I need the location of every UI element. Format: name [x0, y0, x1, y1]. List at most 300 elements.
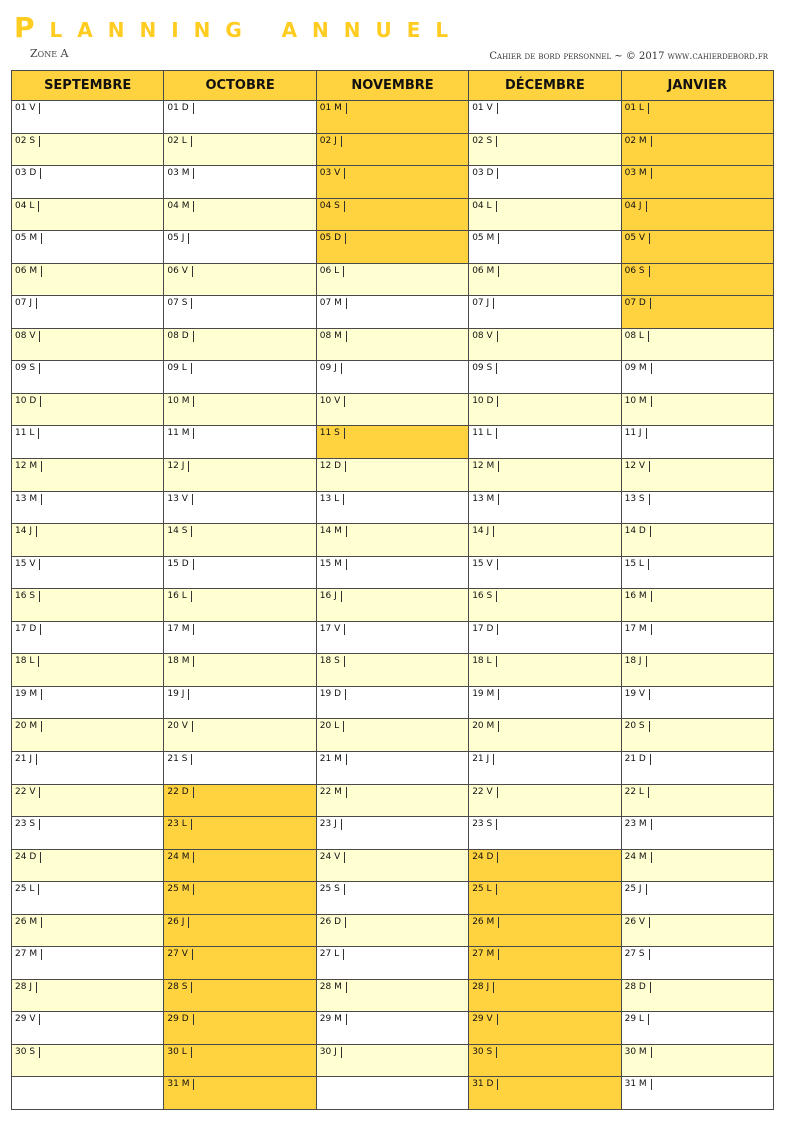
day-cell[interactable]	[317, 329, 469, 362]
day-label: 25 L	[15, 884, 39, 895]
day-cell[interactable]	[164, 654, 316, 687]
day-cell[interactable]	[469, 719, 621, 752]
day-label: 01 D	[167, 103, 193, 114]
day-label: 24 M	[625, 852, 652, 863]
month-column	[469, 71, 621, 1110]
day-label: 10 M	[625, 396, 652, 407]
day-label: 31 M	[167, 1079, 194, 1090]
day-label: 06 M	[15, 266, 42, 277]
day-label: 03 D	[15, 168, 41, 179]
day-label: 21 D	[625, 754, 651, 765]
day-cell[interactable]	[469, 361, 621, 394]
day-label: 26 M	[472, 917, 499, 928]
day-label: 23 S	[15, 819, 40, 830]
day-cell[interactable]	[469, 1077, 621, 1110]
day-cell[interactable]	[317, 492, 469, 525]
day-label: 07 J	[15, 298, 37, 309]
day-label: 19 J	[167, 689, 189, 700]
day-label: 06 S	[625, 266, 650, 277]
day-cell[interactable]	[622, 329, 774, 362]
day-label: 18 L	[15, 656, 39, 667]
day-label: 09 M	[625, 363, 652, 374]
day-label: 10 D	[15, 396, 41, 407]
day-cell[interactable]	[622, 166, 774, 199]
day-cell[interactable]	[469, 752, 621, 785]
day-cell[interactable]	[12, 329, 164, 362]
day-label: 29 L	[625, 1014, 649, 1025]
day-cell[interactable]	[12, 264, 164, 297]
day-cell[interactable]	[317, 231, 469, 264]
day-cell[interactable]	[469, 882, 621, 915]
day-cell[interactable]	[317, 589, 469, 622]
day-cell[interactable]	[622, 915, 774, 948]
day-label: 30 J	[320, 1047, 342, 1058]
day-cell[interactable]	[317, 752, 469, 785]
day-cell[interactable]	[622, 134, 774, 167]
day-label: 16 S	[15, 591, 40, 602]
day-cell[interactable]	[469, 622, 621, 655]
day-label: 02 S	[472, 136, 497, 147]
day-cell[interactable]	[469, 980, 621, 1013]
day-label: 10 V	[320, 396, 345, 407]
day-label: 04 S	[320, 201, 345, 212]
day-label: 24 D	[15, 852, 41, 863]
day-cell[interactable]	[12, 394, 164, 427]
day-cell[interactable]	[164, 231, 316, 264]
day-cell[interactable]	[317, 134, 469, 167]
day-cell[interactable]	[469, 329, 621, 362]
day-label: 12 M	[15, 461, 42, 472]
day-label: 04 L	[15, 201, 39, 212]
day-label: 17 V	[320, 624, 345, 635]
day-label: 30 L	[167, 1047, 191, 1058]
day-label: 03 V	[320, 168, 345, 179]
day-cell[interactable]	[164, 459, 316, 492]
day-cell[interactable]	[469, 231, 621, 264]
day-label: 04 J	[625, 201, 647, 212]
month-column	[317, 71, 469, 1110]
day-cell[interactable]	[164, 915, 316, 948]
day-label: 15 V	[472, 559, 497, 570]
day-label: 17 M	[625, 624, 652, 635]
day-cell[interactable]	[12, 687, 164, 720]
day-label: 14 S	[167, 526, 192, 537]
day-label: 01 V	[15, 103, 40, 114]
day-cell[interactable]	[622, 459, 774, 492]
day-cell[interactable]	[317, 557, 469, 590]
day-label: 26 V	[625, 917, 650, 928]
day-cell[interactable]	[622, 296, 774, 329]
page-title: Planning annuel	[14, 11, 464, 44]
month-column	[12, 71, 164, 1110]
month-header: NOVEMBRE	[317, 71, 469, 101]
day-cell[interactable]	[622, 785, 774, 818]
day-cell[interactable]	[12, 915, 164, 948]
day-label: 02 S	[15, 136, 40, 147]
month-column	[164, 71, 316, 1110]
day-cell[interactable]	[622, 817, 774, 850]
day-cell[interactable]	[317, 785, 469, 818]
day-label: 30 S	[15, 1047, 40, 1058]
day-cell[interactable]	[469, 817, 621, 850]
day-label: 01 M	[320, 103, 347, 114]
day-label: 30 M	[625, 1047, 652, 1058]
credit-line: Cahier de bord personnel ~ © 2017 www.cahierdebord.fr	[489, 51, 768, 62]
day-label: 25 S	[320, 884, 345, 895]
day-label: 03 D	[472, 168, 498, 179]
day-label: 19 M	[15, 689, 42, 700]
day-label: 11 L	[15, 428, 39, 439]
day-cell[interactable]	[469, 947, 621, 980]
day-cell[interactable]	[469, 166, 621, 199]
day-label: 26 D	[320, 917, 346, 928]
day-cell[interactable]	[469, 785, 621, 818]
day-label: 19 M	[472, 689, 499, 700]
empty-cell	[317, 1077, 469, 1110]
day-label: 17 D	[15, 624, 41, 635]
month-header: DÉCEMBRE	[469, 71, 621, 101]
day-label: 22 V	[472, 787, 497, 798]
day-label: 12 D	[320, 461, 346, 472]
day-cell[interactable]	[12, 557, 164, 590]
day-cell[interactable]	[469, 264, 621, 297]
day-cell[interactable]	[12, 947, 164, 980]
day-label: 07 S	[167, 298, 192, 309]
day-cell[interactable]	[12, 622, 164, 655]
day-cell[interactable]	[164, 817, 316, 850]
day-cell[interactable]	[622, 524, 774, 557]
day-cell[interactable]	[317, 980, 469, 1013]
day-cell[interactable]	[164, 622, 316, 655]
day-cell[interactable]	[622, 492, 774, 525]
day-cell[interactable]	[622, 426, 774, 459]
day-label: 29 D	[167, 1014, 193, 1025]
day-label: 07 D	[625, 298, 651, 309]
day-label: 18 L	[472, 656, 496, 667]
day-cell[interactable]	[317, 361, 469, 394]
day-label: 27 S	[625, 949, 650, 960]
day-cell[interactable]	[12, 361, 164, 394]
day-cell[interactable]	[164, 394, 316, 427]
day-cell[interactable]	[164, 882, 316, 915]
day-label: 15 D	[167, 559, 193, 570]
day-label: 10 D	[472, 396, 498, 407]
day-cell[interactable]	[469, 394, 621, 427]
day-cell[interactable]	[622, 654, 774, 687]
day-label: 04 M	[167, 201, 194, 212]
day-cell[interactable]	[164, 752, 316, 785]
day-label: 27 M	[15, 949, 42, 960]
day-cell[interactable]	[469, 654, 621, 687]
day-cell[interactable]	[317, 947, 469, 980]
day-cell[interactable]	[12, 101, 164, 134]
day-label: 01 V	[472, 103, 497, 114]
day-label: 14 M	[320, 526, 347, 537]
day-cell[interactable]	[164, 1012, 316, 1045]
day-cell[interactable]	[12, 426, 164, 459]
day-cell[interactable]	[469, 101, 621, 134]
day-label: 21 S	[167, 754, 192, 765]
day-cell[interactable]	[164, 850, 316, 883]
day-label: 28 J	[472, 982, 494, 993]
day-cell[interactable]	[12, 785, 164, 818]
day-cell[interactable]	[622, 752, 774, 785]
day-cell[interactable]	[622, 199, 774, 232]
day-cell[interactable]	[622, 947, 774, 980]
day-label: 19 D	[320, 689, 346, 700]
day-label: 04 L	[472, 201, 496, 212]
day-label: 25 L	[472, 884, 496, 895]
day-cell[interactable]	[317, 166, 469, 199]
day-cell[interactable]	[622, 622, 774, 655]
day-cell[interactable]	[12, 589, 164, 622]
day-label: 22 D	[167, 787, 193, 798]
day-label: 15 M	[320, 559, 347, 570]
day-cell[interactable]	[469, 459, 621, 492]
day-label: 24 V	[320, 852, 345, 863]
day-label: 29 M	[320, 1014, 347, 1025]
day-cell[interactable]	[622, 850, 774, 883]
day-cell[interactable]	[12, 459, 164, 492]
day-cell[interactable]	[12, 817, 164, 850]
day-cell[interactable]	[469, 296, 621, 329]
day-label: 03 M	[167, 168, 194, 179]
day-cell[interactable]	[164, 980, 316, 1013]
day-label: 08 D	[167, 331, 193, 342]
day-label: 01 L	[625, 103, 649, 114]
month-header: OCTOBRE	[164, 71, 316, 101]
day-label: 24 M	[167, 852, 194, 863]
day-cell[interactable]	[622, 719, 774, 752]
day-label: 21 J	[15, 754, 37, 765]
day-cell[interactable]	[12, 980, 164, 1013]
day-label: 23 S	[472, 819, 497, 830]
day-label: 11 M	[167, 428, 194, 439]
day-label: 05 V	[625, 233, 650, 244]
day-cell[interactable]	[164, 492, 316, 525]
day-label: 06 V	[167, 266, 192, 277]
day-label: 16 J	[320, 591, 342, 602]
day-label: 09 S	[15, 363, 40, 374]
day-cell[interactable]	[317, 915, 469, 948]
day-label: 20 M	[472, 721, 499, 732]
day-label: 10 M	[167, 396, 194, 407]
day-label: 05 M	[15, 233, 42, 244]
day-label: 22 V	[15, 787, 40, 798]
day-cell[interactable]	[317, 199, 469, 232]
day-cell[interactable]	[164, 166, 316, 199]
day-cell[interactable]	[622, 1012, 774, 1045]
day-cell[interactable]	[164, 589, 316, 622]
empty-cell	[12, 1077, 164, 1110]
day-label: 08 V	[15, 331, 40, 342]
day-label: 14 J	[15, 526, 37, 537]
day-label: 11 L	[472, 428, 496, 439]
day-cell[interactable]	[317, 817, 469, 850]
day-cell[interactable]	[164, 199, 316, 232]
day-cell[interactable]	[317, 687, 469, 720]
day-cell[interactable]	[164, 687, 316, 720]
day-label: 22 L	[625, 787, 649, 798]
day-cell[interactable]	[12, 850, 164, 883]
day-label: 21 M	[320, 754, 347, 765]
day-cell[interactable]	[317, 1045, 469, 1078]
day-cell[interactable]	[12, 1012, 164, 1045]
day-cell[interactable]	[12, 719, 164, 752]
day-cell[interactable]	[469, 426, 621, 459]
day-cell[interactable]	[12, 231, 164, 264]
month-column	[622, 71, 774, 1110]
day-label: 13 M	[15, 494, 42, 505]
day-label: 07 J	[472, 298, 494, 309]
day-cell[interactable]	[317, 1012, 469, 1045]
day-cell[interactable]	[622, 557, 774, 590]
day-cell[interactable]	[12, 296, 164, 329]
day-cell[interactable]	[622, 264, 774, 297]
day-cell[interactable]	[317, 296, 469, 329]
day-cell[interactable]	[469, 492, 621, 525]
day-cell[interactable]	[469, 589, 621, 622]
day-label: 08 L	[625, 331, 649, 342]
day-cell[interactable]	[622, 394, 774, 427]
calendar-grid	[11, 70, 774, 1110]
day-label: 16 M	[625, 591, 652, 602]
day-label: 20 V	[167, 721, 192, 732]
day-cell[interactable]	[622, 980, 774, 1013]
day-label: 20 S	[625, 721, 650, 732]
day-cell[interactable]	[164, 296, 316, 329]
day-cell[interactable]	[12, 752, 164, 785]
day-label: 27 V	[167, 949, 192, 960]
day-cell[interactable]	[164, 1077, 316, 1110]
day-cell[interactable]	[317, 524, 469, 557]
day-cell[interactable]	[622, 231, 774, 264]
day-cell[interactable]	[164, 1045, 316, 1078]
day-cell[interactable]	[317, 101, 469, 134]
day-label: 26 J	[167, 917, 189, 928]
day-cell[interactable]	[12, 199, 164, 232]
day-cell[interactable]	[317, 882, 469, 915]
day-cell[interactable]	[164, 785, 316, 818]
day-label: 13 V	[167, 494, 192, 505]
day-cell[interactable]	[469, 524, 621, 557]
day-cell[interactable]	[317, 850, 469, 883]
day-cell[interactable]	[622, 361, 774, 394]
day-label: 26 M	[15, 917, 42, 928]
day-cell[interactable]	[622, 589, 774, 622]
day-label: 02 J	[320, 136, 342, 147]
day-cell[interactable]	[622, 1045, 774, 1078]
day-label: 31 D	[472, 1079, 498, 1090]
day-cell[interactable]	[164, 719, 316, 752]
day-label: 02 M	[625, 136, 652, 147]
day-cell[interactable]	[317, 394, 469, 427]
zone-label: Zone A	[30, 47, 69, 60]
day-cell[interactable]	[469, 1045, 621, 1078]
day-cell[interactable]	[164, 524, 316, 557]
day-label: 30 S	[472, 1047, 497, 1058]
day-cell[interactable]	[469, 134, 621, 167]
day-label: 09 L	[167, 363, 191, 374]
day-label: 23 M	[625, 819, 652, 830]
day-cell[interactable]	[12, 524, 164, 557]
day-label: 17 M	[167, 624, 194, 635]
day-label: 29 V	[15, 1014, 40, 1025]
day-label: 03 M	[625, 168, 652, 179]
day-cell[interactable]	[469, 850, 621, 883]
day-label: 14 D	[625, 526, 651, 537]
day-cell[interactable]	[164, 557, 316, 590]
day-label: 31 M	[625, 1079, 652, 1090]
day-cell[interactable]	[12, 134, 164, 167]
day-label: 22 M	[320, 787, 347, 798]
day-cell[interactable]	[469, 915, 621, 948]
day-cell[interactable]	[12, 166, 164, 199]
day-cell[interactable]	[164, 101, 316, 134]
day-cell[interactable]	[164, 947, 316, 980]
day-label: 05 M	[472, 233, 499, 244]
day-cell[interactable]	[622, 687, 774, 720]
month-header: JANVIER	[622, 71, 774, 101]
day-label: 27 L	[320, 949, 344, 960]
day-cell[interactable]	[469, 199, 621, 232]
day-cell[interactable]	[622, 1077, 774, 1110]
day-label: 11 J	[625, 428, 647, 439]
day-label: 16 S	[472, 591, 497, 602]
day-label: 25 J	[625, 884, 647, 895]
day-cell[interactable]	[12, 654, 164, 687]
day-cell[interactable]	[164, 426, 316, 459]
day-label: 11 S	[320, 428, 345, 439]
day-cell[interactable]	[164, 361, 316, 394]
day-label: 05 J	[167, 233, 189, 244]
day-label: 07 M	[320, 298, 347, 309]
day-label: 14 J	[472, 526, 494, 537]
day-label: 18 M	[167, 656, 194, 667]
day-cell[interactable]	[164, 329, 316, 362]
day-label: 17 D	[472, 624, 498, 635]
day-cell[interactable]	[622, 882, 774, 915]
day-label: 23 J	[320, 819, 342, 830]
day-label: 09 J	[320, 363, 342, 374]
day-cell[interactable]	[317, 459, 469, 492]
day-cell[interactable]	[469, 557, 621, 590]
day-label: 12 M	[472, 461, 499, 472]
day-cell[interactable]	[317, 426, 469, 459]
day-cell[interactable]	[317, 654, 469, 687]
day-label: 15 V	[15, 559, 40, 570]
day-cell[interactable]	[12, 1045, 164, 1078]
day-label: 12 V	[625, 461, 650, 472]
day-cell[interactable]	[317, 622, 469, 655]
day-label: 20 M	[15, 721, 42, 732]
day-label: 23 L	[167, 819, 191, 830]
day-label: 19 V	[625, 689, 650, 700]
day-cell[interactable]	[12, 492, 164, 525]
day-label: 16 L	[167, 591, 191, 602]
day-label: 28 M	[320, 982, 347, 993]
month-header: SEPTEMBRE	[12, 71, 164, 101]
day-cell[interactable]	[317, 719, 469, 752]
day-cell[interactable]	[469, 1012, 621, 1045]
day-label: 20 L	[320, 721, 344, 732]
day-cell[interactable]	[164, 264, 316, 297]
day-cell[interactable]	[317, 264, 469, 297]
day-cell[interactable]	[622, 101, 774, 134]
day-cell[interactable]	[164, 134, 316, 167]
day-cell[interactable]	[12, 882, 164, 915]
day-cell[interactable]	[469, 687, 621, 720]
